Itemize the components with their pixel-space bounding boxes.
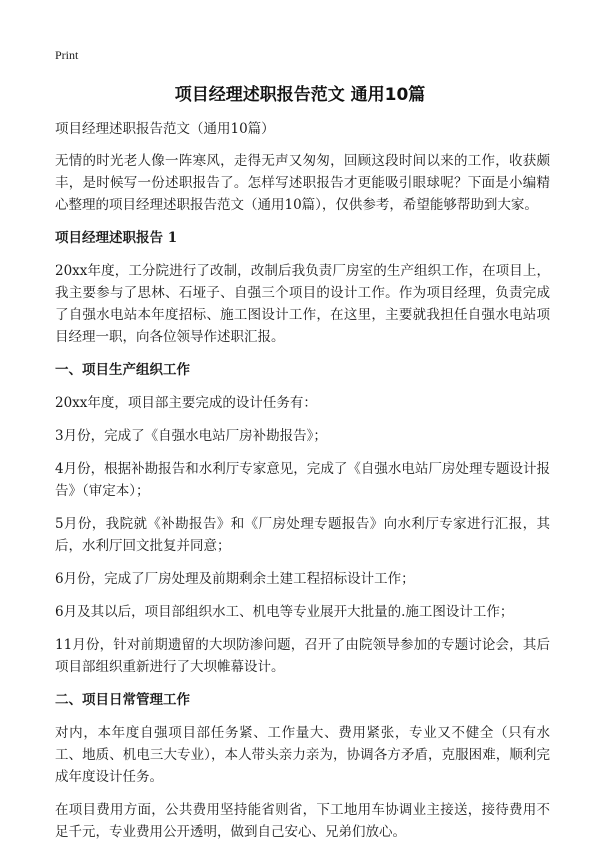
paragraph: 在项目费用方面，公共费用坚持能省则省，下工地用车协调业主接送，接待费用不足千元，专业费用公开透明，做到自己安心、兄弟们放心。 [55, 802, 550, 840]
paragraph: 5月份，我院就《补勘报告》和《厂房处理专题报告》向水利厅专家进行汇报，其后，水利厅回文批复并同意； [55, 516, 550, 554]
paragraph: 6月份，完成了厂房处理及前期剩余土建工程招标设计工作； [55, 571, 415, 587]
paragraph: 6月及其以后，项目部组织水工、机电等专业展开大批量的.施工图设计工作； [55, 604, 514, 620]
paragraph: 4月份，根据补勘报告和水利厅专家意见，完成了《自强水电站厂房处理专题设计报告》（审定本）； [55, 461, 550, 499]
article-body [55, 118, 550, 854]
intro-paragraph: 无情的时光老人像一阵寒风，走得无声又匆匆，回顾这段时间以来的工作，收获颇丰，是时候写一份述职报告了。怎样写述职报告才更能吸引眼球呢？下面是小编精心整理的项目经理述职报告范文（通用10篇），仅供参考，希望能够帮助到大家。 [55, 153, 550, 213]
paragraph: 11月份，针对前期遗留的大坝防渗问题，召开了由院领导参加的专题讨论会，其后项目部组织重新进行了大坝帷幕设计。 [55, 637, 550, 675]
paragraph: 20xx年度，工分院进行了改制，改制后我负责厂房室的生产组织工作，在项目上，我主要参与了思林、石垭子、自强三个项目的设计工作。作为项目经理，负责完成了自强水电站本年度招标、施工图设计工作，在这里，主要就我担任自强水电站项目经理一职，向各位领导作述职汇报。 [55, 263, 550, 345]
print-link[interactable]: Print [55, 48, 79, 62]
paragraph: 对内，本年度自强项目部任务紧、工作量大、费用紧张，专业又不健全（只有水工、地质、机电三大专业），本人带头亲力亲为，协调各方矛盾，克服困难，顺利完成年度设计任务。 [55, 725, 550, 785]
paragraph: 20xx年度，项目部主要完成的设计任务有： [55, 395, 317, 411]
section-heading: 项目经理述职报告 1 [55, 230, 178, 246]
part-heading: 一、项目生产组织工作 [55, 362, 190, 378]
article-subtitle: 项目经理述职报告范文（通用10篇） [55, 121, 275, 137]
page-title: 项目经理述职报告范文 通用10篇 [174, 85, 426, 105]
paragraph: 3月份，完成了《自强水电站厂房补勘报告》； [55, 428, 327, 444]
part-heading: 二、项目日常管理工作 [55, 692, 190, 708]
